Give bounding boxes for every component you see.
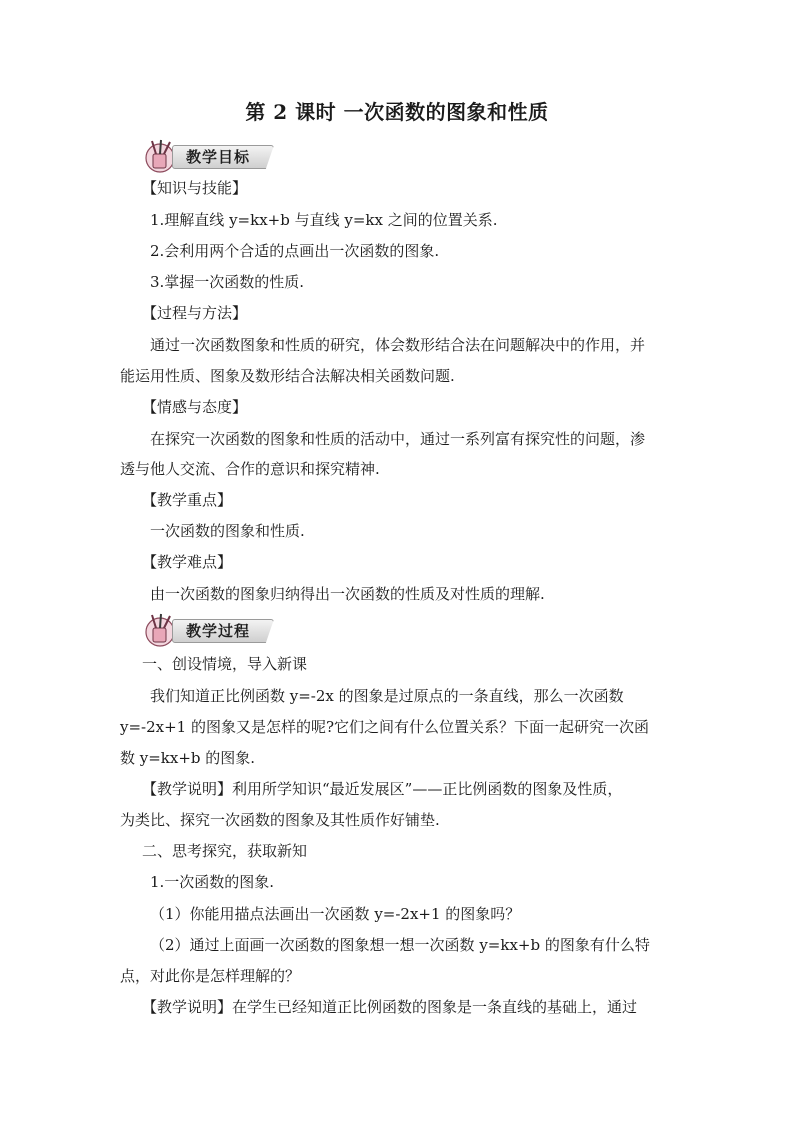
paragraph-line: 1.一次函数的图象. <box>150 873 275 891</box>
subheading-create-scenario: 一、创设情境，导入新课 <box>142 655 308 673</box>
paragraph-line: 透与他人交流、合作的意识和探究精神. <box>120 460 380 478</box>
paragraph-line: 2.会利用两个合适的点画出一次函数的图象. <box>150 242 440 260</box>
section-banner-process <box>144 610 284 650</box>
paragraph-line: 1.理解直线 y=kx+b 与直线 y=kx 之间的位置关系. <box>150 211 498 229</box>
paragraph-line: 我们知道正比例函数 y=-2x 的图象是过原点的一条直线，那么一次函数 <box>150 687 624 705</box>
heading-key-points: 【教学重点】 <box>142 491 233 509</box>
paragraph-line: 在探究一次函数的图象和性质的活动中，通过一系列富有探究性的问题，渗 <box>150 430 646 448</box>
paragraph-line: 点，对此你是怎样理解的？ <box>120 967 301 985</box>
heading-process-methods: 【过程与方法】 <box>142 304 248 322</box>
lesson-title: 第 2 课时 一次函数的图象和性质 <box>245 100 549 124</box>
section-label-process: 教学过程 <box>186 622 251 640</box>
teaching-note: 【教学说明】利用所学知识“最近发展区”——正比例函数的图象及性质， <box>142 780 623 798</box>
subheading-explore: 二、思考探究，获取新知 <box>142 842 308 860</box>
question-line: （1）你能用描点法画出一次函数 y=-2x+1 的图象吗？ <box>150 905 521 923</box>
heading-emotion-attitude: 【情感与态度】 <box>142 398 248 416</box>
paragraph-line: 通过一次函数图象和性质的研究，体会数形结合法在问题解决中的作用，并 <box>150 336 646 354</box>
paragraph-line: 能运用性质、图象及数形结合法解决相关函数问题. <box>120 367 455 385</box>
heading-knowledge-skills: 【知识与技能】 <box>142 179 248 197</box>
section-label-goals: 教学目标 <box>186 148 251 166</box>
paragraph-line: 由一次函数的图象归纳得出一次函数的性质及对性质的理解. <box>150 585 545 603</box>
paragraph-line: 数 y=kx+b 的图象. <box>120 749 256 767</box>
question-line: （2）通过上面画一次函数的图象想一想一次函数 y=kx+b 的图象有什么特 <box>150 936 650 954</box>
teaching-note: 【教学说明】在学生已经知道正比例函数的图象是一条直线的基础上，通过 <box>142 998 638 1016</box>
paragraph-line: 3.掌握一次函数的性质. <box>150 273 305 291</box>
paragraph-line: 为类比、探究一次函数的图象及其性质作好铺垫. <box>120 811 440 829</box>
section-banner-goals <box>144 136 284 176</box>
paragraph-line: 一次函数的图象和性质. <box>150 522 305 540</box>
paragraph-line: y=-2x+1 的图象又是怎样的呢?它们之间有什么位置关系？下面一起研究一次函 <box>120 718 650 736</box>
heading-difficulties: 【教学难点】 <box>142 553 233 571</box>
